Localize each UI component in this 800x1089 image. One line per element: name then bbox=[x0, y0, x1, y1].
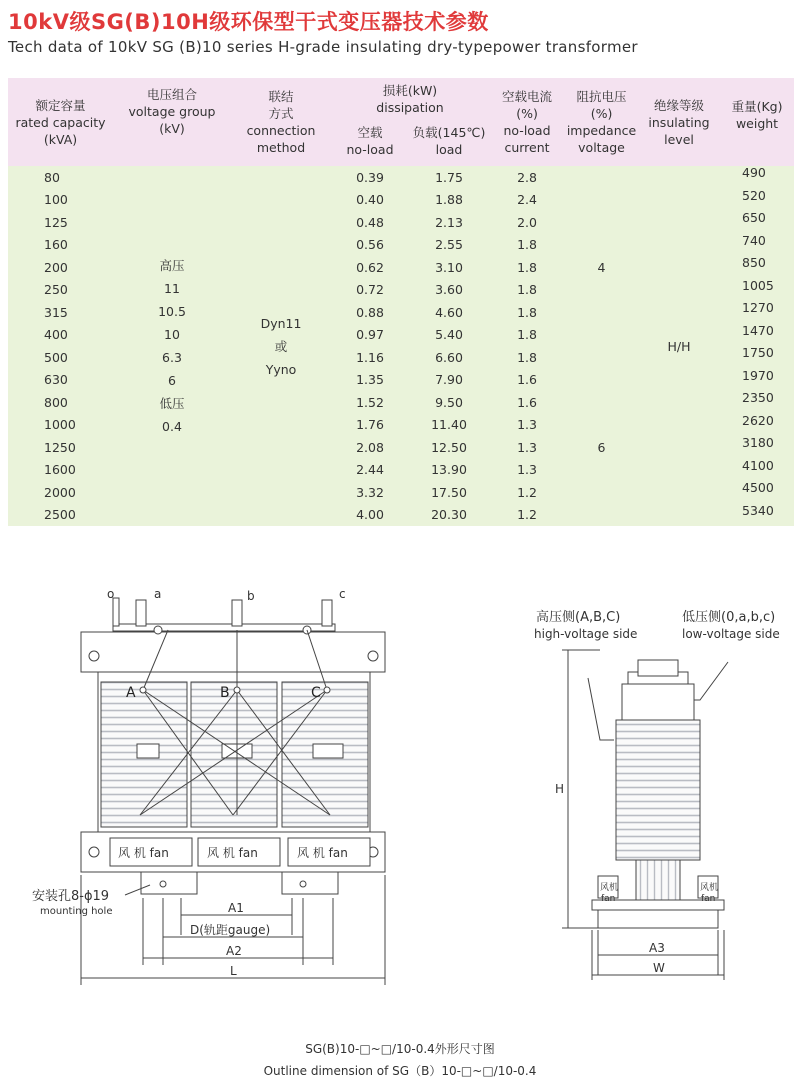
dim-d-label: D(轨距gauge) bbox=[190, 923, 271, 937]
dim-l-label: L bbox=[230, 964, 237, 978]
noload-current-cell: 1.2 bbox=[489, 481, 565, 504]
header-voltage-group: 电压组合 voltage group (kV) bbox=[113, 78, 231, 166]
load-loss-cell: 13.90 bbox=[409, 459, 489, 482]
capacity-cell: 800 bbox=[8, 391, 113, 414]
capacity-cell: 250 bbox=[8, 279, 113, 302]
coil-b-label: B bbox=[220, 685, 230, 701]
terminal-a-label: a bbox=[154, 587, 162, 601]
weight-cell: 4500 bbox=[720, 481, 794, 504]
noload-loss-cell: 0.62 bbox=[331, 256, 409, 279]
weight-cell: 3180 bbox=[720, 436, 794, 459]
voltage-group-line: 0.4 bbox=[162, 419, 182, 434]
weight-cell: 1470 bbox=[720, 324, 794, 347]
weight-cell: 1005 bbox=[720, 279, 794, 302]
lv-side-label-cn: 低压侧(0,a,b,c) bbox=[682, 610, 776, 625]
weight-cell: 2350 bbox=[720, 391, 794, 414]
voltage-group-line: 11 bbox=[164, 281, 180, 296]
dim-a2-label: A2 bbox=[226, 944, 242, 958]
weight-cell: 1270 bbox=[720, 301, 794, 324]
weight-cell: 490 bbox=[720, 166, 794, 189]
noload-current-cell: 1.3 bbox=[489, 414, 565, 437]
table-row bbox=[8, 166, 794, 189]
header-impedance: 阻抗电压 (%) impedance voltage bbox=[565, 78, 638, 166]
noload-loss-cell: 2.08 bbox=[331, 436, 409, 459]
noload-loss-cell: 0.56 bbox=[331, 234, 409, 257]
noload-current-cell: 2.4 bbox=[489, 189, 565, 212]
outline-diagram bbox=[0, 570, 800, 1040]
weight-cell: 1970 bbox=[720, 369, 794, 392]
voltage-group-line: 10 bbox=[164, 327, 180, 342]
header-noload-current: 空载电流 (%) no-load current bbox=[489, 78, 565, 166]
noload-current-cell: 1.3 bbox=[489, 436, 565, 459]
noload-loss-cell: 1.35 bbox=[331, 369, 409, 392]
fan-label-3: 风 机 fan bbox=[297, 846, 348, 860]
capacity-cell: 125 bbox=[8, 211, 113, 234]
dim-w-label: W bbox=[653, 961, 665, 975]
load-loss-cell: 5.40 bbox=[409, 324, 489, 347]
load-loss-cell: 3.60 bbox=[409, 279, 489, 302]
weight-cell: 1750 bbox=[720, 346, 794, 369]
caption-en: Outline dimension of SG（B）10-□~□/10-0.4 bbox=[263, 1064, 537, 1078]
connection-cell bbox=[231, 166, 331, 526]
impedance-lower-cell: 6 bbox=[565, 369, 638, 527]
noload-current-cell: 1.8 bbox=[489, 324, 565, 347]
caption-cn: SG(B)10-□~□/10-0.4外形尺寸图 bbox=[305, 1042, 495, 1056]
voltage-group-line: 6 bbox=[168, 373, 176, 388]
header-load: 负载(145℃) load bbox=[409, 116, 489, 166]
noload-loss-cell: 1.76 bbox=[331, 414, 409, 437]
capacity-cell: 315 bbox=[8, 301, 113, 324]
coil-c-label: C bbox=[311, 685, 321, 701]
voltage-group-line: 10.5 bbox=[158, 304, 186, 319]
noload-current-cell: 1.8 bbox=[489, 234, 565, 257]
capacity-cell: 630 bbox=[8, 369, 113, 392]
weight-cell: 2620 bbox=[720, 414, 794, 437]
load-loss-cell: 2.13 bbox=[409, 211, 489, 234]
voltage-group-line: 低压 bbox=[159, 396, 185, 411]
capacity-cell: 400 bbox=[8, 324, 113, 347]
capacity-cell: 2500 bbox=[8, 504, 113, 527]
noload-current-cell: 2.8 bbox=[489, 166, 565, 189]
load-loss-cell: 11.40 bbox=[409, 414, 489, 437]
load-loss-cell: 20.30 bbox=[409, 504, 489, 527]
impedance-upper-cell: 4 bbox=[565, 166, 638, 369]
header-capacity: 额定容量 rated capacity (kVA) bbox=[8, 78, 113, 166]
capacity-cell: 160 bbox=[8, 234, 113, 257]
load-loss-cell: 9.50 bbox=[409, 391, 489, 414]
fan-label-2: 风 机 fan bbox=[207, 846, 258, 860]
mounting-hole-label-cn: 安装孔8-ϕ19 bbox=[32, 889, 110, 904]
noload-loss-cell: 0.72 bbox=[331, 279, 409, 302]
load-loss-cell: 2.55 bbox=[409, 234, 489, 257]
load-loss-cell: 17.50 bbox=[409, 481, 489, 504]
load-loss-cell: 7.90 bbox=[409, 369, 489, 392]
noload-current-cell: 1.6 bbox=[489, 391, 565, 414]
noload-loss-cell: 0.97 bbox=[331, 324, 409, 347]
header-dissipation: 损耗(kW) dissipation bbox=[331, 78, 489, 116]
noload-loss-cell: 0.48 bbox=[331, 211, 409, 234]
noload-loss-cell: 1.16 bbox=[331, 346, 409, 369]
insulation-level-cell: H/H bbox=[638, 166, 720, 526]
side-fan-right-en: fan bbox=[701, 894, 716, 904]
load-loss-cell: 1.88 bbox=[409, 189, 489, 212]
capacity-cell: 2000 bbox=[8, 481, 113, 504]
noload-current-cell: 1.6 bbox=[489, 369, 565, 392]
weight-cell: 850 bbox=[720, 256, 794, 279]
weight-cell: 740 bbox=[720, 234, 794, 257]
noload-current-cell: 1.2 bbox=[489, 504, 565, 527]
voltage-group-line: 6.3 bbox=[162, 350, 182, 365]
spec-table bbox=[8, 78, 794, 526]
weight-cell: 4100 bbox=[720, 459, 794, 482]
voltage-group-cell bbox=[113, 166, 231, 526]
side-fan-left-en: fan bbox=[601, 894, 616, 904]
capacity-cell: 1000 bbox=[8, 414, 113, 437]
mounting-hole-label-en: mounting hole bbox=[40, 906, 113, 917]
side-fan-left-cn: 风机 bbox=[600, 883, 619, 893]
noload-current-cell: 1.3 bbox=[489, 459, 565, 482]
capacity-cell: 500 bbox=[8, 346, 113, 369]
noload-current-cell: 1.8 bbox=[489, 256, 565, 279]
spec-table-body bbox=[8, 166, 794, 526]
lv-side-label-en: low-voltage side bbox=[682, 627, 780, 641]
noload-loss-cell: 3.32 bbox=[331, 481, 409, 504]
noload-loss-cell: 2.44 bbox=[331, 459, 409, 482]
load-loss-cell: 12.50 bbox=[409, 436, 489, 459]
terminal-c-label: c bbox=[339, 587, 346, 601]
header-insulation: 绝缘等级 insulating level bbox=[638, 78, 720, 166]
header-noload: 空载 no-load bbox=[331, 116, 409, 166]
load-loss-cell: 4.60 bbox=[409, 301, 489, 324]
dim-a1-label: A1 bbox=[228, 901, 244, 915]
terminal-o-label: o bbox=[107, 587, 115, 601]
weight-cell: 5340 bbox=[720, 504, 794, 527]
connection-line: Yyno bbox=[265, 361, 297, 377]
capacity-cell: 1250 bbox=[8, 436, 113, 459]
load-loss-cell: 6.60 bbox=[409, 346, 489, 369]
load-loss-cell: 3.10 bbox=[409, 256, 489, 279]
noload-loss-cell: 4.00 bbox=[331, 504, 409, 527]
connection-line: Dyn11 bbox=[260, 315, 302, 331]
noload-loss-cell: 0.40 bbox=[331, 189, 409, 212]
noload-current-cell: 1.8 bbox=[489, 346, 565, 369]
capacity-cell: 80 bbox=[8, 166, 113, 189]
header-connection: 联结 方式 connection method bbox=[231, 78, 331, 166]
dim-a3-label: A3 bbox=[649, 941, 665, 955]
noload-loss-cell: 1.52 bbox=[331, 391, 409, 414]
side-view bbox=[562, 650, 728, 980]
noload-current-cell: 1.8 bbox=[489, 301, 565, 324]
dim-h-label: H bbox=[555, 782, 565, 796]
weight-cell: 520 bbox=[720, 189, 794, 212]
terminal-b-label: b bbox=[247, 589, 255, 603]
noload-current-cell: 1.8 bbox=[489, 279, 565, 302]
fan-label-1: 风 机 fan bbox=[118, 846, 169, 860]
noload-loss-cell: 0.88 bbox=[331, 301, 409, 324]
side-fan-right-cn: 风机 bbox=[700, 883, 719, 893]
capacity-cell: 100 bbox=[8, 189, 113, 212]
capacity-cell: 1600 bbox=[8, 459, 113, 482]
hv-side-label-en: high-voltage side bbox=[534, 627, 638, 641]
noload-current-cell: 2.0 bbox=[489, 211, 565, 234]
page-subtitle: Tech data of 10kV SG (B)10 series H-grade insulating dry-typepower transformer bbox=[8, 38, 638, 56]
voltage-group-line: 高压 bbox=[159, 258, 185, 273]
hv-side-label-cn: 高压侧(A,B,C) bbox=[536, 610, 621, 625]
header-weight: 重量(Kg) weight bbox=[720, 78, 794, 166]
coil-a-label: A bbox=[126, 685, 136, 701]
weight-cell: 650 bbox=[720, 211, 794, 234]
capacity-cell: 200 bbox=[8, 256, 113, 279]
load-loss-cell: 1.75 bbox=[409, 166, 489, 189]
noload-loss-cell: 0.39 bbox=[331, 166, 409, 189]
connection-line: 或 bbox=[274, 338, 288, 354]
page-title: 10kV级SG(B)10H级环保型干式变压器技术参数 bbox=[8, 10, 489, 34]
